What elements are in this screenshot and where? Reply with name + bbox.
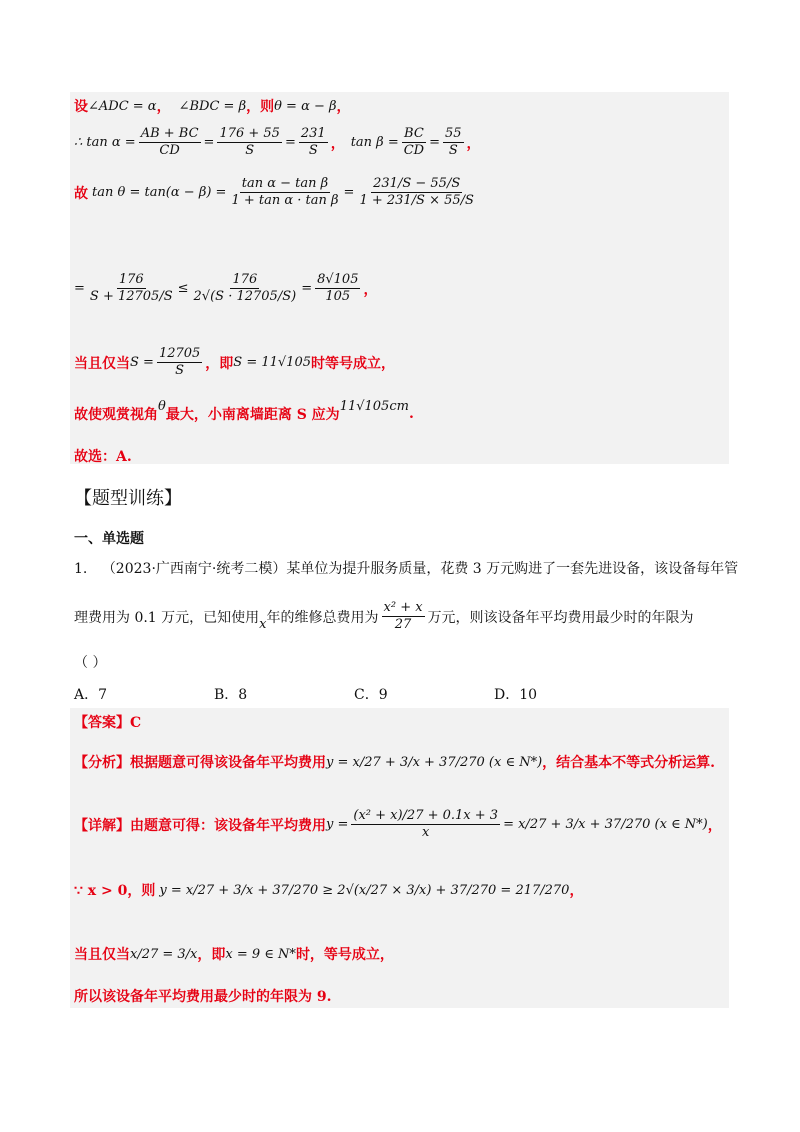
fraction: [315, 272, 360, 305]
conclusion-line: 所以该设备年平均费用最少时的年限为 9.: [74, 989, 332, 1005]
solution-line-1: [74, 96, 351, 116]
y-equals: y =: [326, 817, 349, 832]
numerator: 176: [232, 272, 258, 287]
denominator: CD: [159, 143, 180, 158]
equals: =: [203, 135, 215, 150]
question-text: 万元，则该设备年平均费用最少时的年限为: [427, 609, 694, 626]
variable-x: x: [259, 617, 267, 632]
option-a[interactable]: A．7: [74, 687, 108, 703]
fraction: [402, 126, 426, 159]
solution-line-6: [74, 398, 414, 424]
numerator: 55: [445, 126, 462, 141]
equality-condition: S =: [130, 355, 154, 370]
fraction: [299, 126, 328, 159]
fraction: [357, 176, 476, 209]
fraction: [217, 126, 282, 159]
denominator: S: [448, 143, 458, 158]
numerator: x² + x: [383, 600, 423, 615]
solution-line-3: [74, 176, 479, 209]
text: 最大，小南离墙距离 S 应为: [165, 407, 340, 423]
simplified-formula: = x/27 + 3/x + 37/270 (x ∈ N*): [503, 817, 708, 832]
numerator: 231/S − 55/S: [373, 176, 461, 191]
text: 设: [74, 99, 88, 115]
numerator: 8√105: [317, 272, 359, 287]
option-b[interactable]: B．8: [214, 687, 248, 703]
text: 当且仅当: [74, 947, 130, 963]
inequality-line: [74, 880, 583, 900]
text: ，即: [205, 355, 234, 372]
text: ，: [156, 99, 171, 115]
fraction: [351, 808, 500, 841]
question-text: 理费用为 0.1 万元，已知使用: [74, 609, 260, 626]
numerator: AB + BC: [140, 126, 199, 141]
tan-beta-label: tan β =: [350, 135, 399, 150]
less-equal: ≤: [177, 281, 189, 296]
numerator: 176 + 55: [219, 126, 280, 141]
tan-alpha-label: ∴ tan α =: [74, 135, 136, 150]
text: 【详解】由题意可得：该设备年平均费用: [74, 817, 326, 834]
comma: ，: [330, 135, 345, 152]
numerator: (x² + x)/27 + 0.1x + 3: [353, 808, 499, 823]
fraction: [229, 176, 340, 209]
denominator: 27: [394, 617, 412, 632]
numerator: tan α − tan β: [241, 176, 329, 191]
question-line-2: [74, 600, 694, 633]
text: .: [408, 406, 414, 422]
text: ，即: [197, 947, 226, 963]
text: 故: [74, 185, 88, 202]
denominator: S: [245, 143, 255, 158]
text: 当且仅当: [74, 355, 130, 372]
numerator: 176: [118, 272, 144, 287]
equality-line: [74, 944, 394, 964]
denominator: 1 + 231/S × 55/S: [359, 193, 474, 208]
text: ，: [336, 99, 351, 115]
tan-theta-expr: tan θ = tan(α − β) =: [92, 185, 227, 200]
equals: =: [429, 135, 440, 150]
text: ，: [707, 817, 722, 834]
denominator: CD: [403, 143, 425, 158]
denominator: S: [308, 143, 318, 158]
equals: =: [284, 135, 296, 150]
fraction: [88, 272, 175, 305]
denominator: S + 12705/S: [89, 289, 173, 304]
angle-bdc: ∠BDC = β: [178, 98, 247, 114]
denominator: 105: [325, 289, 351, 304]
x-value: x = 9 ∈ N*: [225, 946, 296, 962]
denominator: S: [175, 363, 185, 378]
cost-formula: y = x/27 + 3/x + 37/270 (x ∈ N*): [326, 754, 543, 770]
solution-line-7: 故选：A.: [74, 449, 132, 465]
option-c[interactable]: C．9: [354, 687, 388, 703]
solution-line-5: [74, 346, 395, 379]
angle-adc: ∠ADC = α: [88, 98, 157, 114]
s-value: S = 11√105: [233, 355, 311, 370]
option-d[interactable]: D．10: [494, 687, 538, 703]
denominator: 1 + tan α · tan β: [231, 193, 339, 208]
inequality-formula: y = x/27 + 3/x + 37/270 ≥ 2√(x/27 × 3/x) + 37/270 = 217/270: [159, 882, 570, 898]
denominator: 2√(S · 12705/S): [193, 289, 297, 304]
question-line-1: [74, 558, 738, 578]
text: 【分析】根据题意可得该设备年平均费用: [74, 755, 326, 771]
fraction: [192, 272, 299, 305]
equals: =: [301, 281, 313, 296]
text: 故使观赏视角: [74, 407, 158, 423]
distance-value: 11√105cm: [339, 398, 409, 414]
section-heading: 【题型训练】: [74, 488, 182, 509]
theta-def: θ = α − β: [274, 98, 337, 114]
equals: =: [343, 185, 355, 200]
fraction: [157, 346, 202, 379]
equals: =: [74, 281, 85, 296]
text: ，结合基本不等式分析运算.: [542, 755, 716, 771]
numerator: 12705: [158, 346, 201, 361]
text: 时等号成立，: [311, 355, 395, 372]
question-number: 1.: [74, 561, 88, 577]
numerator: 231: [300, 126, 326, 141]
analysis-line: [74, 752, 715, 772]
fraction: [382, 600, 425, 633]
text: ，: [569, 883, 584, 899]
answer-line: 【答案】C: [74, 715, 142, 731]
text: ，则: [246, 99, 275, 115]
detail-line: [74, 808, 722, 841]
theta-symbol: θ: [158, 398, 166, 414]
comma: ，: [466, 135, 481, 152]
numerator: BC: [404, 126, 424, 141]
equality-formula: x/27 = 3/x: [130, 946, 198, 962]
denominator: x: [422, 825, 430, 840]
text: 时，等号成立，: [295, 947, 394, 963]
fraction: [139, 126, 201, 159]
solution-line-4: [74, 272, 377, 305]
question-blank: （ ）: [74, 655, 107, 671]
subsection-title: 一、单选题: [74, 531, 144, 547]
solution-line-2: [74, 126, 481, 159]
question-text: （2023·广西南宁·统考二模）某单位为提升服务质量，花费 3 万元购进了一套先进设备，该设备每年管: [101, 561, 739, 577]
fraction: [443, 126, 464, 159]
text: ∵ x > 0，则: [74, 883, 156, 899]
question-text: 年的维修总费用为: [266, 609, 379, 626]
comma: ，: [363, 281, 378, 298]
